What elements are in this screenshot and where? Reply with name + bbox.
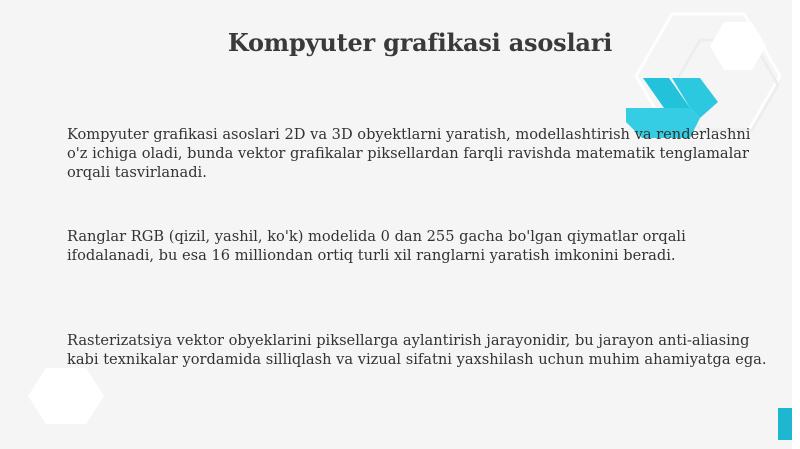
- accent-bar: [778, 408, 792, 440]
- white-hexagon-bottom-left: [28, 368, 104, 424]
- slide-title: Kompyuter grafikasi asoslari: [227, 28, 613, 57]
- paragraph-1: Kompyuter grafikasi asoslari 2D va 3D obyektlarni yaratish, modellashtirish va renderlashni o'z ichiga oladi, bunda vektor grafikalar piksellardan farqli ravishda matematik tenglamalar orqali tasvirlanadi.: [67, 126, 751, 181]
- paragraph-2: Ranglar RGB (qizil, yashil, ko'k) modelida 0 dan 255 gacha bo'lgan qiymatlar orqali ifodalanadi, bu esa 16 milliondan ortiq turli xil ranglarni yaratish imkonini beradi.: [67, 228, 686, 264]
- right-edge-strip: [792, 0, 800, 449]
- paragraph-3: Rasterizatsiya vektor obyeklarini piksellarga aylantirish jarayonidir, bu jarayon anti-aliasing kabi texnikalar yordamida silliqlash va vizual sifatni yaxshilash uchun muhim ahamiyatga ega.: [67, 332, 767, 368]
